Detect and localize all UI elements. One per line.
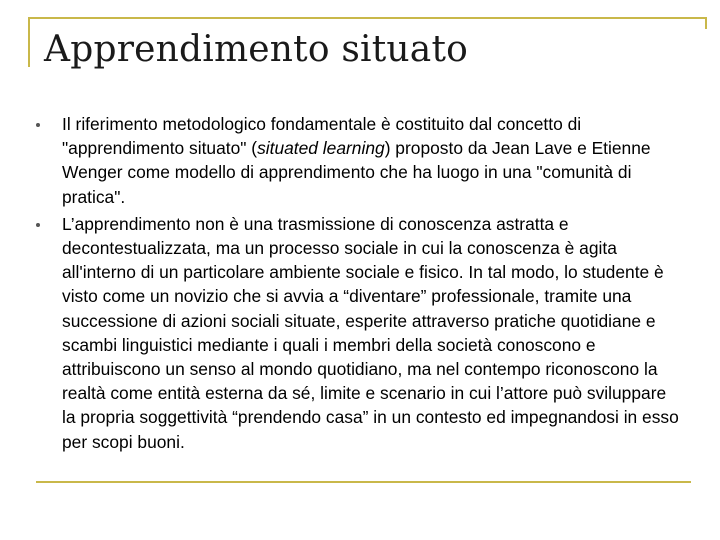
bullet-item: [36, 212, 684, 454]
bullet-item: [36, 112, 684, 209]
frame-top-rule: [28, 17, 707, 19]
bullet-text-part: Il riferimento metodologico fondamentale è costituito dal concetto di "apprendimento situato" (: [62, 114, 582, 159]
frame-corner-tick: [705, 17, 707, 29]
bullet-dot-icon: [36, 223, 40, 227]
slide-title: Apprendimento situato: [44, 29, 469, 70]
frame-bottom-rule: [36, 481, 691, 483]
bullet-text-part: ) proposto da Jean Lave e Etienne Wenger come modello di apprendimento che ha luogo in una "comunità di pratica".: [62, 138, 651, 207]
bullet-text-italic: situated learning: [257, 138, 385, 159]
bullet-list: [36, 112, 684, 457]
bullet-dot-icon: [36, 123, 40, 127]
bullet-text: [62, 112, 684, 209]
bullet-text: L’apprendimento non è una trasmissione di conoscenza astratta e decontestualizzata, ma un processo sociale in cui la conoscenza è agita all'interno di un particolare ambiente sociale e fisico. In tal modo, lo studente è visto come un novizio che si avvia a “diventare” professionale, tramite una successione di azioni sociali situate, esperite attraverso pratiche quotidiane e scambi linguistici mediante i quali i membri della società conoscono e attribuiscono un senso al mondo quotidiano, ma nel contempo riconoscono la realtà come entità esterna da sé, limite e scenario in cui l’attore può sviluppare la propria soggettività “prendendo casa” in un contesto ed impegnandosi in esso per scopi buoni.: [62, 213, 679, 452]
frame-left-rule: [28, 17, 30, 67]
